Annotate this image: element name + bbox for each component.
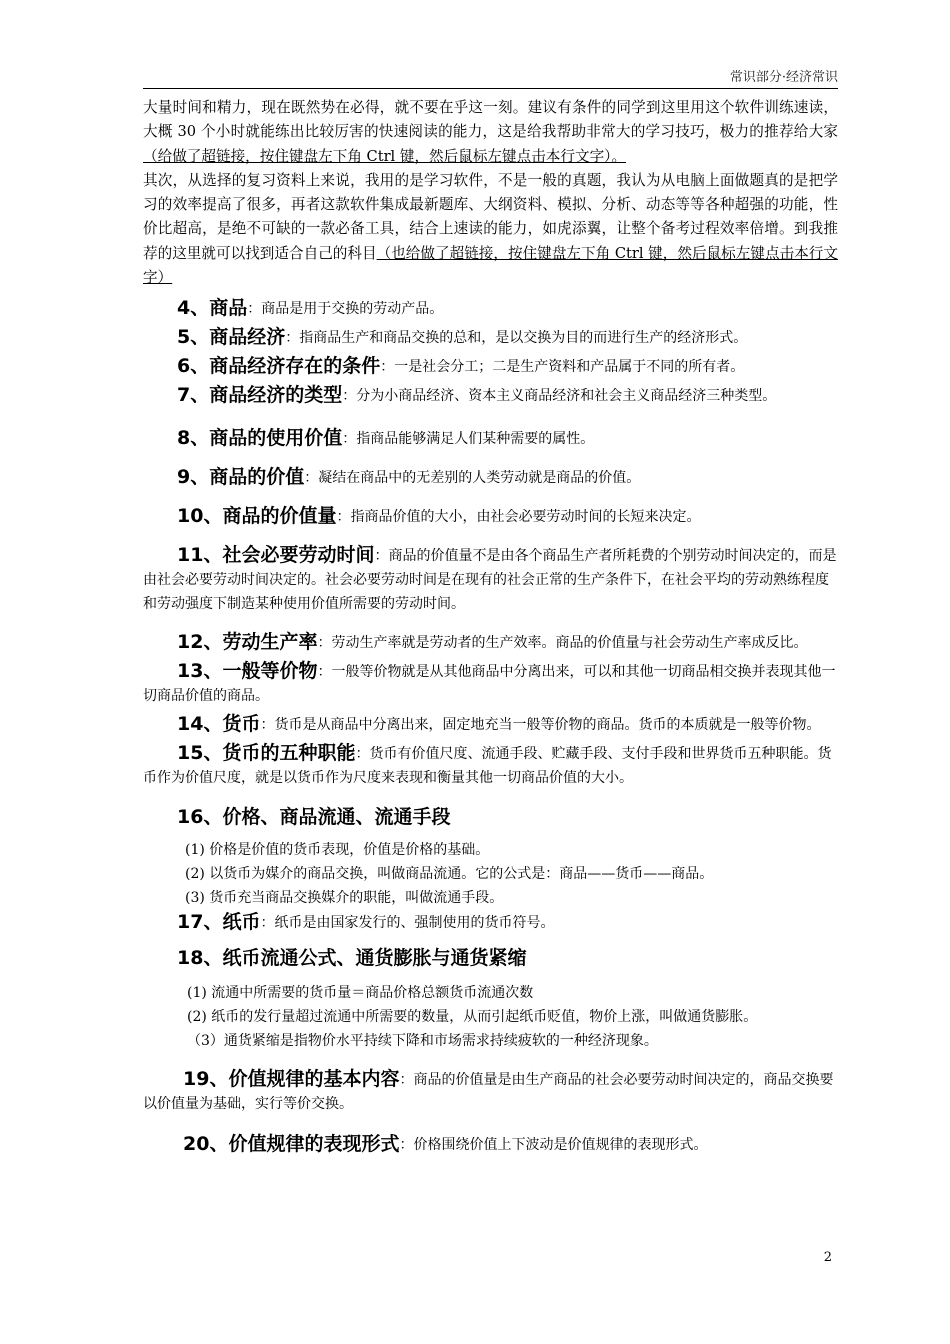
- definition-item-9: 9、商品的价值：凝结在商品中的无差别的人类劳动就是商品的价值。: [177, 466, 641, 489]
- definition-text: 一是社会分工；二是生产资料和产品属于不同的所有者。: [394, 359, 745, 376]
- definition-term: 4、商品: [177, 297, 248, 320]
- definition-item-10: 10、商品的价值量：指商品价值的大小，由社会必要劳动时间的长短来决定。: [177, 505, 701, 528]
- definition-item-15: 15、货币的五种职能：货币有价值尺度、流通手段、贮藏手段、支付手段和世界货币五种职能。货币作为价值尺度，就是以货币作为尺度来表现和衡量其他一切商品价值的大小。: [143, 742, 832, 787]
- definition-term: 13、一般等价物: [177, 660, 318, 683]
- definition-text: 指商品生产和商品交换的总和，是以交换为目的而进行生产的经济形式。: [299, 330, 748, 347]
- definition-text: 货币是从商品中分离出来，固定地充当一般等价物的商品。货币的本质就是一般等价物。: [274, 717, 821, 734]
- header-rule: [143, 88, 838, 89]
- definition-item-5: 5、商品经济：指商品生产和商品交换的总和，是以交换为目的而进行生产的经济形式。: [177, 326, 748, 349]
- definition-text: 商品的价值量是由生产商品的社会必要劳动时间决定的，商品交换要以价值量为基础，实行等价交换。: [143, 1072, 834, 1113]
- page-number: 2: [823, 1250, 832, 1265]
- definition-term: 15、货币的五种职能: [177, 742, 356, 765]
- definition-item-7: 7、商品经济的类型：分为小商品经济、资本主义商品经济和社会主义商品经济三种类型。: [177, 384, 777, 407]
- intro-hyperlink-2[interactable]: （也给做了超链接，按住键盘左下角 Ctrl 键，然后鼠标左键点击本行文字）: [143, 244, 838, 287]
- list-item: （3）通货紧缩是指物价水平持续下降和市场需求持续疲软的一种经济现象。: [187, 1033, 658, 1050]
- definition-item-19: 19、价值规律的基本内容：商品的价值量是由生产商品的社会必要劳动时间决定的，商品交换要以价值量为基础，实行等价交换。: [143, 1068, 834, 1113]
- definition-item-4: 4、商品：商品是用于交换的劳动产品。: [177, 297, 444, 320]
- definition-term: 8、商品的使用价值: [177, 427, 343, 450]
- definition-term: 6、商品经济存在的条件: [177, 355, 381, 378]
- section-18-list: [143, 981, 838, 1053]
- definition-term: 9、商品的价值: [177, 466, 305, 489]
- definition-term: 5、商品经济: [177, 326, 286, 349]
- list-item: (3) 货币充当商品交换媒介的职能，叫做流通手段。: [185, 890, 504, 907]
- definition-text: 劳动生产率就是劳动者的生产效率。商品的价值量与社会劳动生产率成反比。: [331, 635, 808, 652]
- definition-text: 价格围绕价值上下波动是价值规律的表现形式。: [413, 1137, 708, 1154]
- definition-item-20: 20、价值规律的表现形式：价格围绕价值上下波动是价值规律的表现形式。: [183, 1133, 708, 1156]
- intro-paragraph-1: [143, 96, 838, 169]
- definition-text: 纸币是由国家发行的、强制使用的货币符号。: [274, 915, 555, 932]
- section-18-heading: 18、纸币流通公式、通货膨胀与通货紧缩: [177, 947, 527, 970]
- definition-term: 20、价值规律的表现形式: [183, 1133, 400, 1156]
- list-item: (2) 以货币为媒介的商品交换，叫做商品流通。它的公式是：商品——货币——商品。: [185, 866, 714, 883]
- definition-text: 指商品价值的大小，由社会必要劳动时间的长短来决定。: [350, 509, 701, 526]
- definition-term: 11、社会必要劳动时间: [177, 544, 375, 567]
- intro-text-2: 其次，从选择的复习资料上来说，我用的是学习软件，不是一般的真题，我认为从电脑上面做题真的是把学习的效率提高了很多，再者这款软件集成最新题库、大纲资料、模拟、分析、动态等等各种超强的功能，性价比超高，是绝不可缺的一款必备工具，结合上速读的能力，如虎添翼，让整个备考过程效率倍增。到我推荐的这里就可以找到适合自己的科目: [143, 171, 838, 262]
- section-16-heading: 16、价格、商品流通、流通手段: [177, 806, 451, 829]
- definition-term: 19、价值规律的基本内容: [183, 1068, 400, 1091]
- definition-term: 10、商品的价值量: [177, 505, 337, 528]
- page-content: [143, 96, 838, 1157]
- list-item: (1) 流通中所需要的货币量＝商品价格总额货币流通次数: [187, 985, 534, 1002]
- intro-text-1: 大量时间和精力，现在既然势在必得，就不要在乎这一刻。建议有条件的同学到这里用这个软件训练速读，大概 30 个小时就能练出比较厉害的快速阅读的能力，这是给我帮助非常大的学习技巧，极力的推荐给大家: [143, 99, 838, 141]
- section-16-list: [143, 838, 838, 910]
- definition-term: 7、商品经济的类型: [177, 384, 343, 407]
- list-item: (1) 价格是价值的货币表现，价值是价格的基础。: [185, 842, 490, 859]
- definition-text: 分为小商品经济、资本主义商品经济和社会主义商品经济三种类型。: [356, 388, 777, 405]
- definition-text: 货币有价值尺度、流通手段、贮藏手段、支付手段和世界货币五种职能。货币作为价值尺度，就是以货币作为尺度来表现和衡量其他一切商品价值的大小。: [143, 746, 832, 787]
- definition-item-13: 13、一般等价物：一般等价物就是从其他商品中分离出来，可以和其他一切商品相交换并表现其他一切商品价值的商品。: [143, 660, 836, 705]
- definition-text: 凝结在商品中的无差别的人类劳动就是商品的价值。: [318, 470, 641, 487]
- list-item: (2) 纸币的发行量超过流通中所需要的数量，从而引起纸币贬值，物价上涨，叫做通货膨胀。: [187, 1009, 758, 1026]
- running-header: 常识部分·经济常识: [729, 70, 838, 85]
- definition-text: 指商品能够满足人们某种需要的属性。: [356, 431, 595, 448]
- definition-item-6: 6、商品经济存在的条件：一是社会分工；二是生产资料和产品属于不同的所有者。: [177, 355, 745, 378]
- definition-text: 商品的价值量不是由各个商品生产者所耗费的个别劳动时间决定的，而是由社会必要劳动时间决定的。社会必要劳动时间是在现有的社会正常的生产条件下，在社会平均的劳动熟练程度和劳动强度下制造某种使用价值所需要的劳动时间。: [143, 548, 837, 613]
- definition-item-11: 11、社会必要劳动时间：商品的价值量不是由各个商品生产者所耗费的个别劳动时间决定的，而是由社会必要劳动时间决定的。社会必要劳动时间是在现有的社会正常的生产条件下，在社会平均的劳动熟练程度和劳动强度下制造某种使用价值所需要的劳动时间。: [143, 544, 837, 613]
- definition-text: 一般等价物就是从其他商品中分离出来，可以和其他一切商品相交换并表现其他一切商品价值的商品。: [143, 664, 836, 705]
- definition-item-8: 8、商品的使用价值：指商品能够满足人们某种需要的属性。: [177, 427, 595, 450]
- intro-paragraph-2: [143, 169, 838, 290]
- definition-item-14: 14、货币：货币是从商品中分离出来，固定地充当一般等价物的商品。货币的本质就是一般等价物。: [177, 713, 821, 736]
- definition-item-17: 17、纸币：纸币是由国家发行的、强制使用的货币符号。: [177, 911, 555, 934]
- definition-term: 12、劳动生产率: [177, 631, 318, 654]
- definition-term: 17、纸币: [177, 911, 261, 934]
- definition-text: 商品是用于交换的劳动产品。: [261, 301, 444, 318]
- intro-hyperlink-1[interactable]: （给做了超链接，按住键盘左下角 Ctrl 键，然后鼠标左键点击本行文字）。: [143, 147, 627, 165]
- definition-term: 14、货币: [177, 713, 261, 736]
- definition-item-12: 12、劳动生产率：劳动生产率就是劳动者的生产效率。商品的价值量与社会劳动生产率成反比。: [177, 631, 808, 654]
